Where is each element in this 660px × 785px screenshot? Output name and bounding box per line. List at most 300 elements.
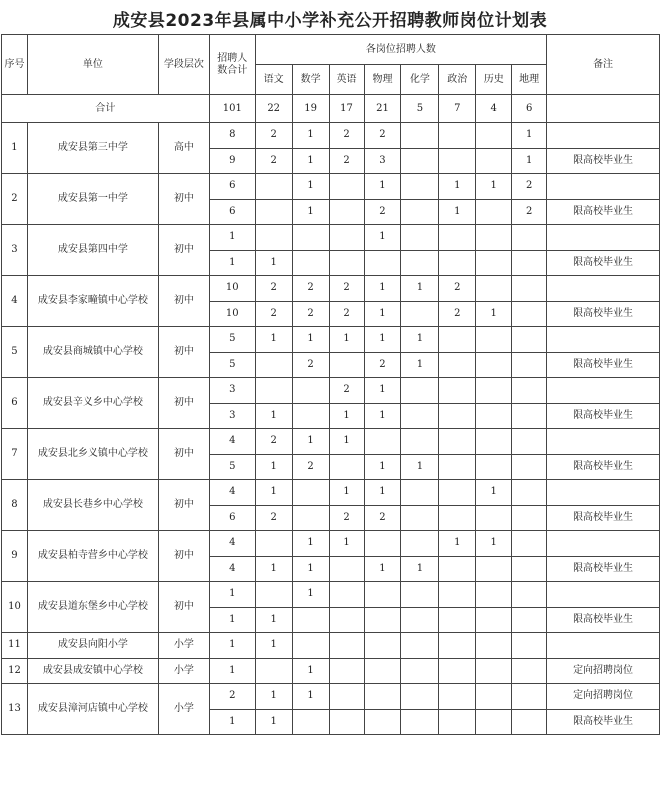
row-seq: 10 [2,582,28,633]
row-subject-value [512,378,547,404]
row-subject-value [476,123,512,149]
table-row [2,582,660,608]
row-subject-value: 1 [292,429,329,455]
row-subject-value [439,709,476,735]
header-level: 学段层次 [158,35,209,95]
row-seq: 9 [2,531,28,582]
row-subject-value: 1 [292,658,329,684]
row-subject-value [476,250,512,276]
row-subject-value: 1 [329,531,364,557]
row-subject-value: 1 [292,123,329,149]
table-row [2,658,660,684]
row-subject-value: 1 [364,174,401,200]
row-subject-value [329,556,364,582]
row-subject-value [439,684,476,710]
table-row [2,684,660,710]
row-subject-value [512,531,547,557]
row-note [547,480,660,506]
row-subject-value [401,429,439,455]
row-subject-value [439,454,476,480]
row-subject-value: 2 [255,276,292,302]
row-count: 6 [209,199,255,225]
row-note: 定向招聘岗位 [547,684,660,710]
table-row [2,327,660,353]
row-subject-value [292,403,329,429]
row-subject-value: 1 [476,301,512,327]
row-subject-value [401,658,439,684]
row-subject-value [439,633,476,659]
row-note [547,174,660,200]
row-seq: 8 [2,480,28,531]
row-unit: 成安县商城镇中心学校 [27,327,158,378]
total-subject: 4 [476,95,512,123]
row-subject-value [329,454,364,480]
row-count: 3 [209,378,255,404]
row-subject-value [329,174,364,200]
row-subject-value [255,582,292,608]
row-subject-value [401,250,439,276]
row-subject-value [512,429,547,455]
row-note: 限高校毕业生 [547,454,660,480]
row-subject-value [512,709,547,735]
row-subject-value [476,148,512,174]
row-subject-value [292,480,329,506]
total-label: 合计 [2,95,210,123]
row-count: 3 [209,403,255,429]
row-subject-value: 1 [329,327,364,353]
row-subject-value [401,709,439,735]
row-subject-value [329,352,364,378]
row-unit: 成安县第一中学 [27,174,158,225]
row-subject-value [401,378,439,404]
row-subject-value: 2 [255,505,292,531]
row-unit: 成安县成安镇中心学校 [27,658,158,684]
total-subject: 7 [439,95,476,123]
row-subject-value [476,709,512,735]
row-note: 限高校毕业生 [547,301,660,327]
table-row [2,123,660,149]
row-subject-value [512,480,547,506]
row-subject-value: 2 [512,199,547,225]
total-subject: 22 [255,95,292,123]
row-level: 小学 [158,658,209,684]
row-subject-value: 1 [255,480,292,506]
row-seq: 4 [2,276,28,327]
row-subject-value [476,454,512,480]
row-count: 8 [209,123,255,149]
row-subject-value [292,250,329,276]
row-subject-value [476,556,512,582]
row-subject-value [439,607,476,633]
row-subject-value: 2 [255,301,292,327]
row-subject-value: 1 [364,276,401,302]
row-level: 高中 [158,123,209,174]
row-subject-value: 2 [329,123,364,149]
row-subject-value [439,403,476,429]
row-subject-value: 2 [364,505,401,531]
row-subject-value [439,352,476,378]
row-subject-value [476,199,512,225]
row-count: 10 [209,301,255,327]
row-subject-value [364,531,401,557]
row-count: 4 [209,480,255,506]
row-subject-value [476,276,512,302]
row-subject-value: 2 [329,505,364,531]
recruitment-table [1,34,660,735]
row-subject-value [364,429,401,455]
row-subject-value [401,225,439,251]
row-subject-value [255,174,292,200]
row-seq: 5 [2,327,28,378]
header-subject: 英语 [329,65,364,95]
row-subject-value: 1 [364,327,401,353]
row-note [547,633,660,659]
row-subject-value: 2 [255,429,292,455]
row-count: 1 [209,250,255,276]
table-row [2,225,660,251]
table-row [2,378,660,404]
row-subject-value [439,123,476,149]
row-subject-value: 1 [292,327,329,353]
row-subject-value: 2 [512,174,547,200]
row-seq: 2 [2,174,28,225]
row-subject-value: 1 [255,633,292,659]
row-subject-value [255,199,292,225]
row-level: 初中 [158,225,209,276]
row-subject-value: 1 [439,199,476,225]
row-subject-value [329,607,364,633]
row-subject-value [364,607,401,633]
row-subject-value [401,148,439,174]
row-subject-value: 1 [292,556,329,582]
row-subject-value [329,658,364,684]
row-subject-value: 2 [292,276,329,302]
row-count: 2 [209,684,255,710]
row-subject-value: 1 [401,454,439,480]
row-level: 初中 [158,276,209,327]
row-subject-value: 2 [364,352,401,378]
row-subject-value: 1 [329,403,364,429]
row-subject-value [439,250,476,276]
row-level: 小学 [158,684,209,735]
row-subject-value [512,225,547,251]
row-subject-value: 1 [476,480,512,506]
header-subject: 地理 [512,65,547,95]
header-subject: 化学 [401,65,439,95]
row-subject-value: 1 [364,454,401,480]
row-subject-value: 1 [401,327,439,353]
row-subject-value [476,607,512,633]
table-row [2,633,660,659]
row-subject-value: 1 [364,378,401,404]
row-subject-value [401,123,439,149]
row-count: 1 [209,658,255,684]
page-title: 成安县2023年县属中小学补充公开招聘教师岗位计划表 [112,11,548,31]
row-count: 5 [209,454,255,480]
row-subject-value: 1 [292,684,329,710]
row-subject-value [364,633,401,659]
row-level: 初中 [158,429,209,480]
row-subject-value [329,199,364,225]
row-subject-value [512,327,547,353]
row-unit: 成安县道东堡乡中心学校 [27,582,158,633]
row-subject-value [512,582,547,608]
row-subject-value: 1 [364,225,401,251]
row-subject-value [512,505,547,531]
row-count: 4 [209,531,255,557]
table-row [2,429,660,455]
row-subject-value [476,429,512,455]
row-subject-value: 1 [255,454,292,480]
row-subject-value [439,327,476,353]
row-level: 初中 [158,327,209,378]
row-unit: 成安县第三中学 [27,123,158,174]
total-subject: 21 [364,95,401,123]
row-count: 1 [209,582,255,608]
row-count: 9 [209,148,255,174]
row-note [547,378,660,404]
row-subject-value [439,582,476,608]
row-subject-value [476,327,512,353]
row-count: 5 [209,327,255,353]
row-subject-value [439,505,476,531]
row-subject-value [401,480,439,506]
row-subject-value: 2 [439,301,476,327]
row-subject-value: 1 [512,148,547,174]
row-note [547,327,660,353]
row-note: 限高校毕业生 [547,607,660,633]
row-note: 限高校毕业生 [547,148,660,174]
row-subject-value [476,505,512,531]
row-subject-value [292,709,329,735]
row-count: 5 [209,352,255,378]
row-subject-value: 2 [329,301,364,327]
row-subject-value [401,301,439,327]
row-subject-value: 1 [255,250,292,276]
row-subject-value: 1 [292,531,329,557]
row-subject-value [512,276,547,302]
row-subject-value [255,225,292,251]
row-note: 限高校毕业生 [547,505,660,531]
row-note: 定向招聘岗位 [547,658,660,684]
row-subject-value [329,633,364,659]
row-subject-value: 1 [476,174,512,200]
row-subject-value [364,709,401,735]
row-subject-value: 1 [512,123,547,149]
row-subject-value: 1 [292,174,329,200]
row-seq: 7 [2,429,28,480]
row-subject-value: 1 [255,327,292,353]
row-subject-value: 1 [401,352,439,378]
row-subject-value [329,250,364,276]
row-note: 限高校毕业生 [547,352,660,378]
row-subject-value: 2 [255,123,292,149]
row-subject-value [292,633,329,659]
row-note [547,276,660,302]
total-count: 101 [209,95,255,123]
row-subject-value [401,403,439,429]
row-subject-value [439,429,476,455]
header-seq: 序号 [2,35,28,95]
row-count: 4 [209,429,255,455]
total-subject: 19 [292,95,329,123]
row-subject-value [512,607,547,633]
row-subject-value [439,148,476,174]
header-count: 招聘人数合计 [209,35,255,95]
row-level: 初中 [158,582,209,633]
row-subject-value [512,684,547,710]
row-subject-value [476,582,512,608]
row-note: 限高校毕业生 [547,250,660,276]
row-subject-value [476,658,512,684]
row-subject-value [401,607,439,633]
row-note [547,429,660,455]
row-subject-value: 1 [292,582,329,608]
row-subject-value: 1 [255,556,292,582]
row-seq: 3 [2,225,28,276]
row-subject-value [255,352,292,378]
header-unit: 单位 [27,35,158,95]
row-subject-value: 1 [364,480,401,506]
row-subject-value [401,174,439,200]
row-subject-value: 2 [439,276,476,302]
row-subject-value: 1 [255,607,292,633]
row-note [547,531,660,557]
table-row [2,276,660,302]
row-note: 限高校毕业生 [547,556,660,582]
header-note: 备注 [547,35,660,95]
row-subject-value: 1 [292,148,329,174]
row-count: 1 [209,607,255,633]
total-subject: 17 [329,95,364,123]
row-level: 初中 [158,531,209,582]
row-unit: 成安县向阳小学 [27,633,158,659]
row-subject-value [512,250,547,276]
row-subject-value [476,225,512,251]
header-subject: 政治 [439,65,476,95]
row-subject-value [292,225,329,251]
row-seq: 13 [2,684,28,735]
table-row [2,174,660,200]
header-subjects-group: 各岗位招聘人数 [255,35,546,65]
row-subject-value: 1 [329,429,364,455]
row-subject-value [329,684,364,710]
row-subject-value: 1 [364,403,401,429]
row-note [547,225,660,251]
row-subject-value: 1 [401,556,439,582]
row-subject-value: 2 [292,454,329,480]
row-subject-value [512,658,547,684]
row-subject-value [401,531,439,557]
row-level: 初中 [158,174,209,225]
row-note: 限高校毕业生 [547,403,660,429]
row-subject-value [476,633,512,659]
row-unit: 成安县长巷乡中心学校 [27,480,158,531]
row-count: 4 [209,556,255,582]
row-subject-value [364,582,401,608]
row-subject-value: 2 [292,352,329,378]
table-row [2,480,660,506]
row-subject-value [439,556,476,582]
total-note [547,95,660,123]
row-count: 6 [209,505,255,531]
row-unit: 成安县北乡义镇中心学校 [27,429,158,480]
row-subject-value [401,505,439,531]
row-subject-value [401,633,439,659]
row-subject-value: 1 [255,684,292,710]
row-subject-value [476,378,512,404]
row-count: 6 [209,174,255,200]
row-subject-value [401,684,439,710]
row-level: 初中 [158,378,209,429]
row-subject-value [292,607,329,633]
row-count: 1 [209,225,255,251]
row-subject-value [292,378,329,404]
row-subject-value [364,658,401,684]
row-subject-value [512,352,547,378]
row-subject-value [512,556,547,582]
row-subject-value: 1 [292,199,329,225]
row-subject-value [512,403,547,429]
header-subject: 语文 [255,65,292,95]
row-unit: 成安县柏寺营乡中心学校 [27,531,158,582]
row-subject-value: 1 [401,276,439,302]
row-unit: 成安县辛义乡中心学校 [27,378,158,429]
row-subject-value: 2 [364,123,401,149]
row-subject-value: 2 [329,378,364,404]
row-subject-value [255,658,292,684]
row-level: 小学 [158,633,209,659]
row-subject-value [439,480,476,506]
row-subject-value: 2 [329,276,364,302]
row-subject-value [401,582,439,608]
row-subject-value [255,378,292,404]
row-subject-value: 2 [329,148,364,174]
row-subject-value: 3 [364,148,401,174]
row-note [547,582,660,608]
row-subject-value [329,582,364,608]
row-unit: 成安县漳河店镇中心学校 [27,684,158,735]
row-note: 限高校毕业生 [547,199,660,225]
row-subject-value: 2 [292,301,329,327]
row-subject-value [439,378,476,404]
table-row [2,531,660,557]
row-subject-value [439,225,476,251]
row-subject-value [292,505,329,531]
row-subject-value [255,531,292,557]
header-subject: 历史 [476,65,512,95]
row-count: 1 [209,709,255,735]
row-subject-value [329,709,364,735]
row-subject-value [439,658,476,684]
row-subject-value [329,225,364,251]
row-subject-value [476,684,512,710]
row-subject-value: 2 [364,199,401,225]
row-unit: 成安县李家疃镇中心学校 [27,276,158,327]
header-subject: 物理 [364,65,401,95]
row-subject-value [364,684,401,710]
row-count: 10 [209,276,255,302]
row-subject-value: 1 [476,531,512,557]
row-subject-value: 1 [439,174,476,200]
row-subject-value: 2 [255,148,292,174]
row-subject-value: 1 [329,480,364,506]
total-subject: 6 [512,95,547,123]
row-seq: 1 [2,123,28,174]
row-seq: 11 [2,633,28,659]
row-note: 限高校毕业生 [547,709,660,735]
row-subject-value: 1 [364,301,401,327]
